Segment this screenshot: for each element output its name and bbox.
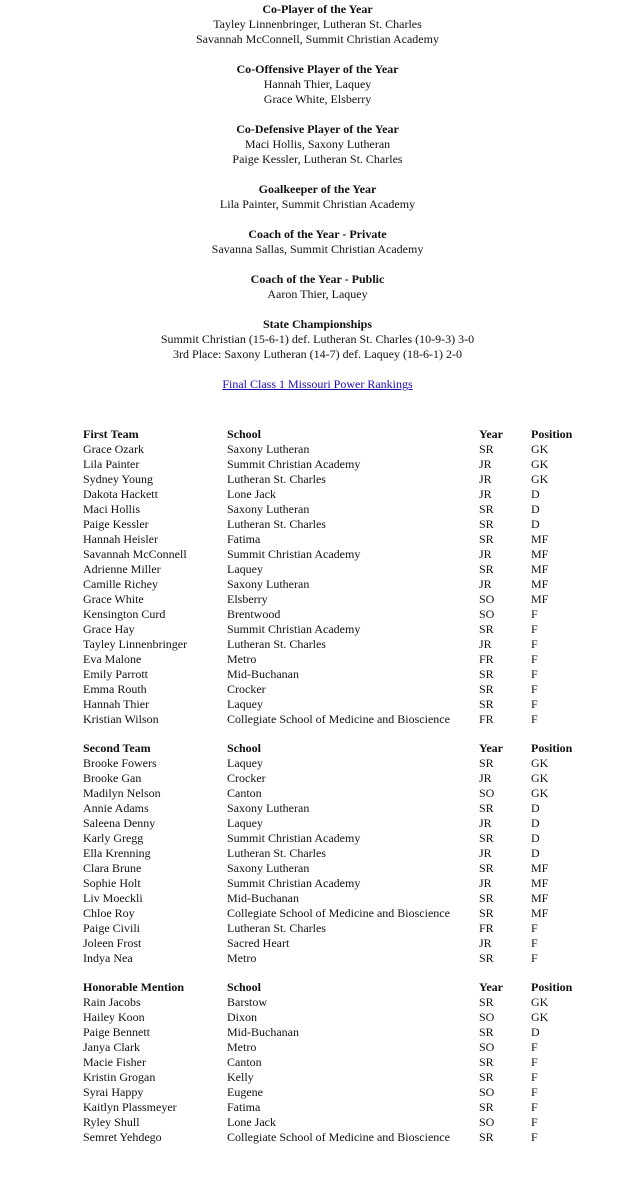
position: MF	[531, 562, 549, 576]
award-title: Goalkeeper of the Year	[258, 182, 377, 196]
position: D	[531, 487, 540, 501]
table-row	[83, 1100, 583, 1115]
school-name: Collegiate School of Medicine and Bioscience	[227, 712, 450, 726]
player-name: Saleena Denny	[83, 816, 156, 830]
player-name: Clara Brune	[83, 861, 142, 875]
position: F	[531, 667, 538, 681]
position: GK	[531, 442, 549, 456]
table-row	[83, 637, 583, 652]
table-row	[83, 1040, 583, 1055]
position: F	[531, 682, 538, 696]
table-row	[83, 906, 583, 921]
position: F	[531, 697, 538, 711]
table-row	[83, 607, 583, 622]
school-name: Metro	[227, 951, 257, 965]
table-row	[83, 756, 583, 771]
table-header-row	[83, 427, 583, 442]
year: SR	[479, 517, 494, 531]
year: JR	[479, 637, 492, 651]
table-header-row	[83, 980, 583, 995]
player-name: Janya Clark	[83, 1040, 140, 1054]
awards-section	[0, 2, 635, 377]
player-name: Emma Routh	[83, 682, 147, 696]
player-name: Paige Bennett	[83, 1025, 150, 1039]
table-row	[83, 1115, 583, 1130]
player-name: Hannah Thier	[83, 697, 150, 711]
year: SR	[479, 756, 494, 770]
player-name: Semret Yehdego	[83, 1130, 162, 1144]
position: F	[531, 1115, 538, 1129]
school-name: Kelly	[227, 1070, 254, 1084]
school-header: School	[227, 741, 262, 755]
player-name: Chloe Roy	[83, 906, 135, 920]
award-block	[0, 227, 635, 257]
year: SR	[479, 562, 494, 576]
position: F	[531, 1040, 538, 1054]
year: SO	[479, 1040, 495, 1054]
table-row	[83, 846, 583, 861]
team-table-first	[83, 427, 583, 727]
year: JR	[479, 472, 492, 486]
school-name: Summit Christian Academy	[227, 876, 361, 890]
school-name: Fatima	[227, 1100, 261, 1114]
position: MF	[531, 861, 549, 875]
table-row	[83, 577, 583, 592]
position: GK	[531, 756, 549, 770]
player-name: Grace Ozark	[83, 442, 144, 456]
position: F	[531, 936, 538, 950]
table-row	[83, 652, 583, 667]
school-name: Fatima	[227, 532, 261, 546]
table-row	[83, 517, 583, 532]
school-name: Elsberry	[227, 592, 268, 606]
player-name: Hannah Heisler	[83, 532, 158, 546]
position: D	[531, 502, 540, 516]
year: SR	[479, 667, 494, 681]
year: SR	[479, 1055, 494, 1069]
position: MF	[531, 547, 549, 561]
award-recipient: Savannah McConnell, Summit Christian Academy	[196, 32, 439, 46]
player-name: Kristin Grogan	[83, 1070, 156, 1084]
table-row	[83, 472, 583, 487]
position: MF	[531, 532, 549, 546]
school-name: Summit Christian Academy	[227, 831, 361, 845]
table-row	[83, 562, 583, 577]
award-recipient: Savanna Sallas, Summit Christian Academy	[211, 242, 424, 256]
roster-table	[83, 427, 583, 727]
award-block	[0, 182, 635, 212]
year-header: Year	[479, 427, 503, 441]
player-name: Eva Malone	[83, 652, 142, 666]
position: MF	[531, 891, 549, 905]
position: F	[531, 1070, 538, 1084]
school-name: Lutheran St. Charles	[227, 637, 326, 651]
table-row	[83, 667, 583, 682]
school-name: Eugene	[227, 1085, 263, 1099]
school-name: Laquey	[227, 816, 263, 830]
award-title: State Championships	[262, 317, 373, 331]
table-row	[83, 1130, 583, 1145]
player-name: Hailey Koon	[83, 1010, 145, 1024]
award-title: Co-Defensive Player of the Year	[236, 122, 399, 136]
school-name: Lutheran St. Charles	[227, 517, 326, 531]
position: D	[531, 1025, 540, 1039]
player-name: Annie Adams	[83, 801, 149, 815]
player-name: Ryley Shull	[83, 1115, 140, 1129]
player-name: Lila Painter	[83, 457, 140, 471]
school-name: Saxony Lutheran	[227, 577, 310, 591]
player-name: Kensington Curd	[83, 607, 166, 621]
team-name-header: First Team	[83, 427, 139, 441]
year: SO	[479, 786, 495, 800]
year: FR	[479, 921, 494, 935]
year: SO	[479, 607, 495, 621]
table-row	[83, 816, 583, 831]
school-name: Lutheran St. Charles	[227, 921, 326, 935]
table-row	[83, 921, 583, 936]
player-name: Sophie Holt	[83, 876, 141, 890]
position: F	[531, 607, 538, 621]
award-block	[0, 62, 635, 107]
player-name: Camille Richey	[83, 577, 158, 591]
position: F	[531, 712, 538, 726]
team-name-header: Honorable Mention	[83, 980, 184, 994]
year: JR	[479, 457, 492, 471]
position: F	[531, 1130, 538, 1144]
table-row	[83, 995, 583, 1010]
school-name: Collegiate School of Medicine and Bioscience	[227, 906, 450, 920]
table-row	[83, 936, 583, 951]
position-header: Position	[531, 427, 573, 441]
player-name: Grace Hay	[83, 622, 135, 636]
player-name: Emily Parrott	[83, 667, 148, 681]
award-recipient: 3rd Place: Saxony Lutheran (14-7) def. Laquey (18-6-1) 2-0	[173, 347, 462, 361]
player-name: Adrienne Miller	[83, 562, 161, 576]
table-row	[83, 951, 583, 966]
table-row	[83, 1085, 583, 1100]
year: SR	[479, 622, 494, 636]
position: MF	[531, 876, 549, 890]
table-row	[83, 1010, 583, 1025]
year: SR	[479, 831, 494, 845]
award-block	[0, 317, 635, 362]
player-name: Sydney Young	[83, 472, 154, 486]
year: JR	[479, 876, 492, 890]
school-name: Summit Christian Academy	[227, 622, 361, 636]
year: SR	[479, 682, 494, 696]
player-name: Kristian Wilson	[83, 712, 159, 726]
award-recipient: Summit Christian (15-6-1) def. Lutheran St. Charles (10-9-3) 3-0	[160, 332, 475, 346]
school-header: School	[227, 427, 262, 441]
year: SO	[479, 1115, 495, 1129]
team-table-honorable	[83, 980, 583, 1145]
player-name: Liv Moeckli	[83, 891, 143, 905]
table-row	[83, 876, 583, 891]
year: SR	[479, 1130, 494, 1144]
player-name: Karly Gregg	[83, 831, 144, 845]
player-name: Brooke Fowers	[83, 756, 157, 770]
school-name: Mid-Buchanan	[227, 667, 299, 681]
year: SR	[479, 502, 494, 516]
school-name: Crocker	[227, 771, 266, 785]
table-row	[83, 891, 583, 906]
school-name: Canton	[227, 1055, 262, 1069]
school-name: Mid-Buchanan	[227, 891, 299, 905]
award-title: Coach of the Year - Private	[248, 227, 387, 241]
school-name: Barstow	[227, 995, 267, 1009]
position: D	[531, 846, 540, 860]
year: SR	[479, 861, 494, 875]
position: GK	[531, 771, 549, 785]
table-row	[83, 1025, 583, 1040]
player-name: Syrai Happy	[83, 1085, 144, 1099]
table-header-row	[83, 741, 583, 756]
team-name-header: Second Team	[83, 741, 151, 755]
position: MF	[531, 592, 549, 606]
award-recipient: Grace White, Elsberry	[263, 92, 372, 106]
table-row	[83, 801, 583, 816]
player-name: Macie Fisher	[83, 1055, 146, 1069]
table-row	[83, 532, 583, 547]
position: F	[531, 1055, 538, 1069]
player-name: Rain Jacobs	[83, 995, 141, 1009]
school-name: Crocker	[227, 682, 266, 696]
table-row	[83, 786, 583, 801]
school-name: Lone Jack	[227, 487, 276, 501]
year: SR	[479, 891, 494, 905]
award-recipient: Hannah Thier, Laquey	[263, 77, 372, 91]
year: JR	[479, 816, 492, 830]
player-name: Paige Kessler	[83, 517, 149, 531]
school-name: Metro	[227, 652, 257, 666]
player-name: Kaitlyn Plassmeyer	[83, 1100, 177, 1114]
school-name: Laquey	[227, 756, 263, 770]
position-header: Position	[531, 980, 573, 994]
school-name: Mid-Buchanan	[227, 1025, 299, 1039]
year: SR	[479, 442, 494, 456]
year: JR	[479, 487, 492, 501]
school-name: Metro	[227, 1040, 257, 1054]
rankings-link[interactable]: Final Class 1 Missouri Power Rankings	[222, 377, 413, 391]
year: JR	[479, 547, 492, 561]
position: D	[531, 517, 540, 531]
position: GK	[531, 995, 549, 1009]
award-title: Coach of the Year - Public	[250, 272, 385, 286]
position: F	[531, 637, 538, 651]
table-row	[83, 712, 583, 727]
player-name: Joleen Frost	[83, 936, 142, 950]
school-name: Summit Christian Academy	[227, 457, 361, 471]
position: MF	[531, 906, 549, 920]
player-name: Paige Civili	[83, 921, 140, 935]
position: F	[531, 1085, 538, 1099]
school-name: Laquey	[227, 697, 263, 711]
table-row	[83, 697, 583, 712]
player-name: Madilyn Nelson	[83, 786, 161, 800]
award-block	[0, 122, 635, 167]
position-header: Position	[531, 741, 573, 755]
school-name: Summit Christian Academy	[227, 547, 361, 561]
school-name: Saxony Lutheran	[227, 861, 310, 875]
player-name: Tayley Linnenbringer	[83, 637, 188, 651]
table-row	[83, 622, 583, 637]
position: F	[531, 951, 538, 965]
award-title: Co-Player of the Year	[262, 2, 373, 16]
roster-table	[83, 980, 583, 1145]
rankings-link-container	[0, 377, 635, 392]
year: SR	[479, 995, 494, 1009]
award-recipient: Aaron Thier, Laquey	[267, 287, 368, 301]
award-recipient: Paige Kessler, Lutheran St. Charles	[232, 152, 403, 166]
year: SR	[479, 951, 494, 965]
school-name: Lutheran St. Charles	[227, 846, 326, 860]
position: MF	[531, 577, 549, 591]
player-name: Ella Krenning	[83, 846, 151, 860]
table-row	[83, 457, 583, 472]
position: GK	[531, 1010, 549, 1024]
year: SO	[479, 1085, 495, 1099]
year: JR	[479, 577, 492, 591]
year: JR	[479, 936, 492, 950]
year: SR	[479, 1100, 494, 1114]
position: GK	[531, 786, 549, 800]
school-name: Collegiate School of Medicine and Bioscience	[227, 1130, 450, 1144]
table-row	[83, 487, 583, 502]
award-recipient: Tayley Linnenbringer, Lutheran St. Charles	[213, 17, 422, 31]
roster-table	[83, 741, 583, 966]
table-row	[83, 592, 583, 607]
school-name: Laquey	[227, 562, 263, 576]
player-name: Dakota Hackett	[83, 487, 158, 501]
school-name: Saxony Lutheran	[227, 801, 310, 815]
year: FR	[479, 652, 494, 666]
position: D	[531, 801, 540, 815]
position: F	[531, 921, 538, 935]
school-name: Lutheran St. Charles	[227, 472, 326, 486]
player-name: Maci Hollis	[83, 502, 140, 516]
school-header: School	[227, 980, 262, 994]
school-name: Saxony Lutheran	[227, 502, 310, 516]
position: D	[531, 816, 540, 830]
school-name: Sacred Heart	[227, 936, 290, 950]
award-recipient: Maci Hollis, Saxony Lutheran	[244, 137, 391, 151]
year: SR	[479, 906, 494, 920]
table-row	[83, 502, 583, 517]
year: SO	[479, 1010, 495, 1024]
table-row	[83, 1070, 583, 1085]
table-row	[83, 861, 583, 876]
table-row	[83, 442, 583, 457]
year: JR	[479, 846, 492, 860]
table-row	[83, 771, 583, 786]
position: D	[531, 831, 540, 845]
year: SR	[479, 1025, 494, 1039]
year: SR	[479, 1070, 494, 1084]
team-table-second	[83, 741, 583, 966]
year: SO	[479, 592, 495, 606]
year: FR	[479, 712, 494, 726]
school-name: Dixon	[227, 1010, 257, 1024]
school-name: Brentwood	[227, 607, 281, 621]
player-name: Savannah McConnell	[83, 547, 187, 561]
table-row	[83, 1055, 583, 1070]
table-row	[83, 547, 583, 562]
year: SR	[479, 801, 494, 815]
award-title: Co-Offensive Player of the Year	[236, 62, 399, 76]
table-row	[83, 682, 583, 697]
award-block	[0, 2, 635, 47]
position: F	[531, 1100, 538, 1114]
year: SR	[479, 697, 494, 711]
player-name: Indya Nea	[83, 951, 133, 965]
position: F	[531, 652, 538, 666]
award-recipient: Lila Painter, Summit Christian Academy	[219, 197, 416, 211]
school-name: Saxony Lutheran	[227, 442, 310, 456]
player-name: Grace White	[83, 592, 144, 606]
year-header: Year	[479, 980, 503, 994]
award-block	[0, 272, 635, 302]
position: F	[531, 622, 538, 636]
year: SR	[479, 532, 494, 546]
school-name: Lone Jack	[227, 1115, 276, 1129]
table-row	[83, 831, 583, 846]
year: JR	[479, 771, 492, 785]
year-header: Year	[479, 741, 503, 755]
player-name: Brooke Gan	[83, 771, 142, 785]
position: GK	[531, 457, 549, 471]
position: GK	[531, 472, 549, 486]
school-name: Canton	[227, 786, 262, 800]
